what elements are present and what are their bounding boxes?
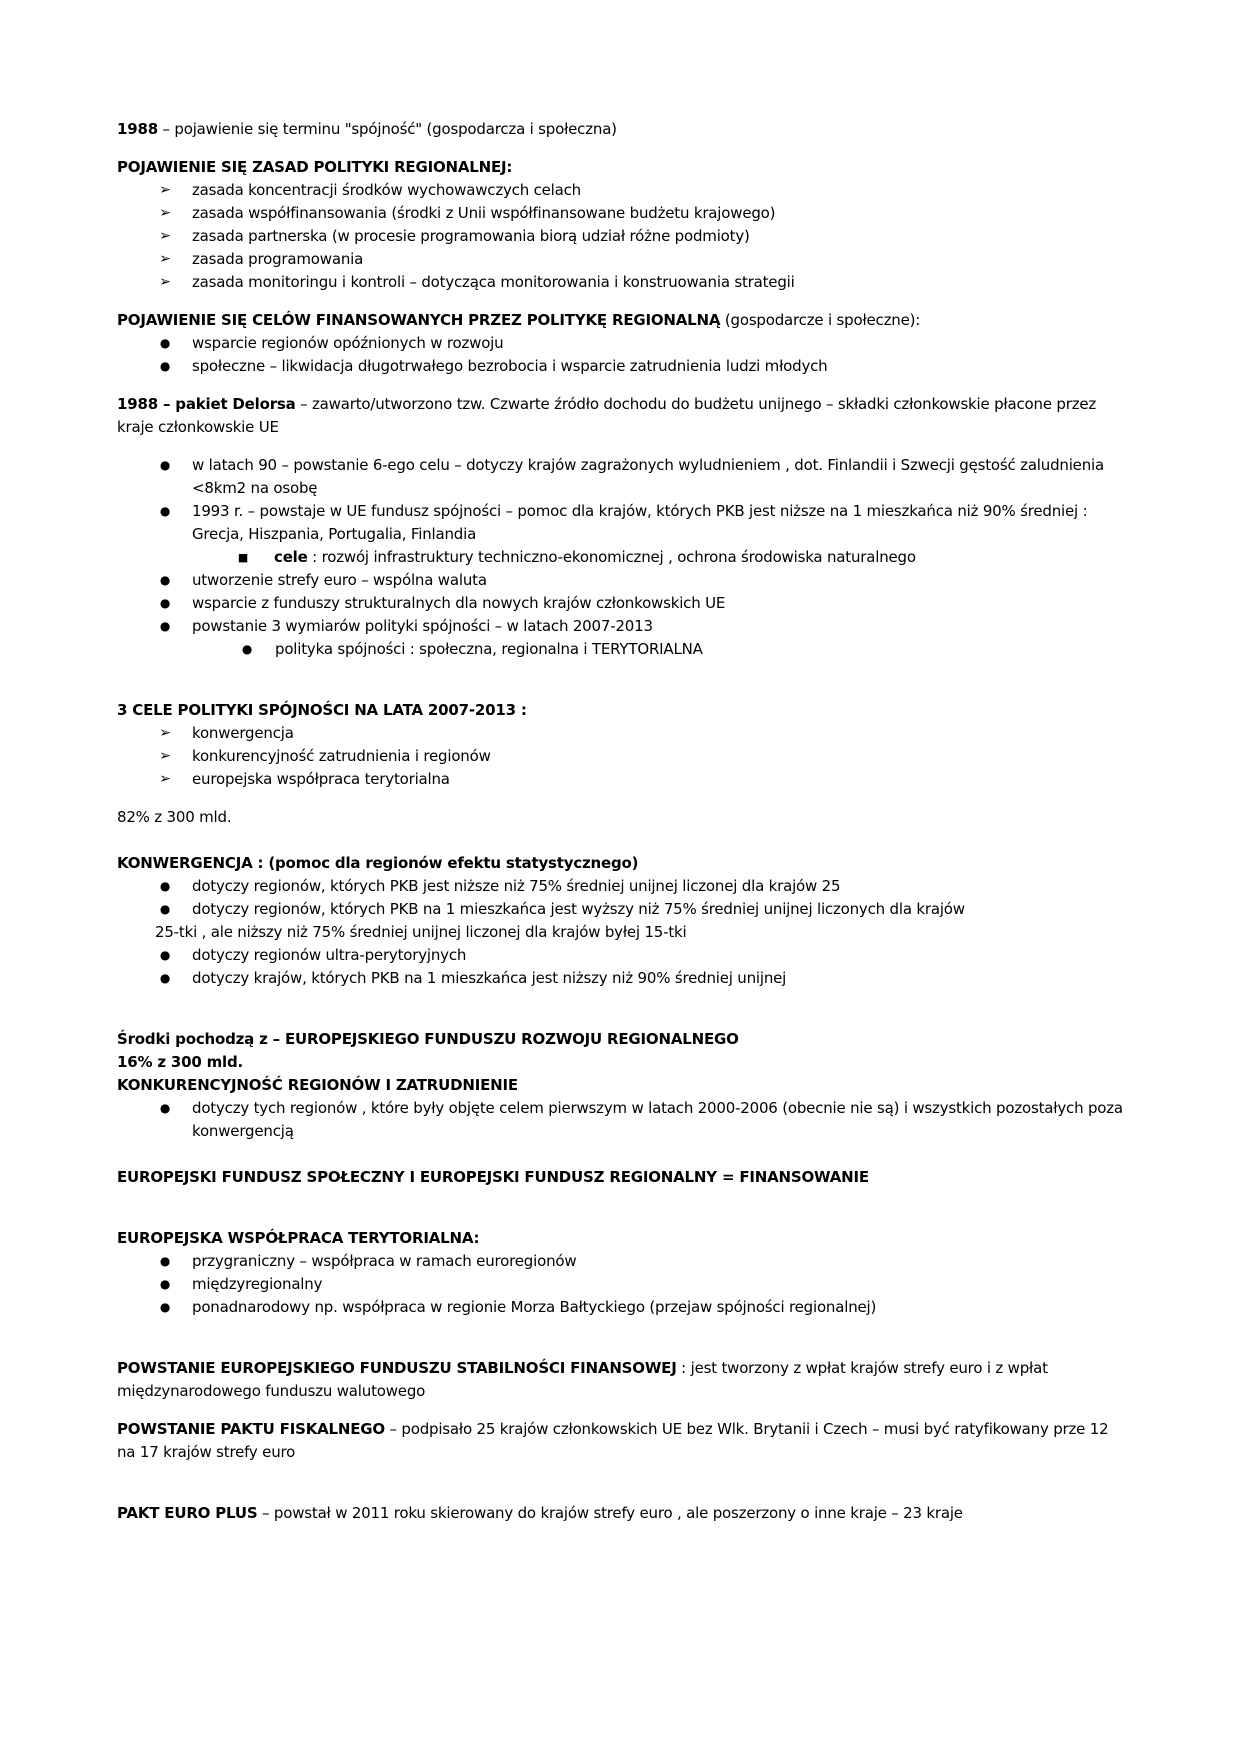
heading-zasady: POJAWIENIE SIĘ ZASAD POLITYKI REGIONALNEJ: — [117, 158, 513, 176]
paragraph-text: – pojawienie się terminu "spójność" (gospodarcza i społeczna) — [157, 120, 617, 138]
paragraph-text: – podpisało 25 krajów członkowskich UE bez Wlk. Brytanii i Czech – musi być ratyfikowany prze 12 na 17 krajów strefy euro — [117, 1420, 1109, 1461]
dot-bullet-icon: ● — [159, 1101, 171, 1115]
list-zasady — [117, 179, 1127, 294]
square-bullet-icon: ■ — [237, 551, 249, 564]
paragraph-text: – zawarto/utworzono tzw. Czwarte źródło dochodu do budżetu unijnego – składki członkowskie płacone przez kraje członkowskie UE — [117, 395, 1097, 436]
list-historia-cont — [117, 569, 1127, 638]
list-item — [117, 944, 1127, 967]
list-item-text: społeczne – likwidacja długotrwałego bezrobocia i wsparcie zatrudnienia ludzi młodych — [192, 357, 828, 375]
list-item — [117, 768, 1127, 791]
dot-bullet-icon: ● — [241, 642, 253, 656]
list-item-text: międzyregionalny — [192, 1275, 323, 1293]
heading-3-cele: 3 CELE POLITYKI SPÓJNOŚCI NA LATA 2007-2013 : — [117, 701, 527, 719]
list-item — [117, 638, 1127, 661]
list-item-text: utworzenie strefy euro – wspólna waluta — [192, 571, 487, 589]
list-item — [117, 355, 1127, 378]
heading-konkurencyjnosc: KONKURENCYJNOŚĆ REGIONÓW I ZATRUDNIENIE — [117, 1076, 518, 1094]
list-item — [117, 332, 1127, 355]
list-item-text: w latach 90 – powstanie 6-ego celu – dotyczy krajów zagrażonych wyludnieniem , dot. Finlandii i Szwecji gęstość zaludnienia <8km2 na osobę — [192, 456, 1104, 497]
paragraph-pakt-euro-plus — [117, 1502, 1127, 1525]
list-item-text: zasada koncentracji środków wychowawczych celach — [192, 181, 581, 199]
list-item-text: wsparcie regionów opóźnionych w rozwoju — [192, 334, 504, 352]
list-item — [117, 898, 1127, 921]
list-item — [117, 1250, 1127, 1273]
list-item — [117, 500, 1127, 546]
bold-lead: POWSTANIE PAKTU FISKALNEGO — [117, 1420, 385, 1438]
list-item-text: europejska współpraca terytorialna — [192, 770, 450, 788]
list-item — [117, 722, 1127, 745]
sublist-cele — [117, 546, 1127, 569]
list-konwergencja-cont — [117, 944, 1127, 990]
arrow-bullet-icon: ➢ — [159, 228, 171, 244]
list-item-text: zasada współfinansowania (środki z Unii współfinansowane budżetu krajowego) — [192, 204, 776, 222]
list-3-cele — [117, 722, 1127, 791]
dot-bullet-icon: ● — [159, 879, 171, 893]
list-item — [117, 179, 1127, 202]
bold-lead: 1988 – pakiet Delorsa — [117, 395, 296, 413]
list-item — [117, 875, 1127, 898]
list-konkurencyjnosc — [117, 1097, 1127, 1143]
sublist-wymiary — [117, 638, 1127, 661]
list-item-text: wsparcie z funduszy strukturalnych dla nowych krajów członkowskich UE — [192, 594, 726, 612]
heading-text: POJAWIENIE SIĘ CELÓW FINANSOWANYCH PRZEZ POLITYKĘ REGIONALNĄ — [117, 311, 721, 329]
paragraph-pakt-fiskalny — [117, 1418, 1127, 1464]
heading-text: KONWERGENCJA — [117, 854, 253, 872]
list-item — [117, 454, 1127, 500]
list-item-text: powstanie 3 wymiarów polityki spójności – w latach 2007-2013 — [192, 617, 653, 635]
list-wspolpraca — [117, 1250, 1127, 1319]
dot-bullet-icon: ● — [159, 971, 171, 985]
dot-bullet-icon: ● — [159, 948, 171, 962]
list-item-continuation: 25-tki , ale niższy niż 75% średniej unijnej liczonej dla krajów byłej 15-tki — [155, 923, 687, 941]
paragraph-16-percent: 16% z 300 mld. — [117, 1053, 244, 1071]
paragraph-pakiet-delorsa — [117, 393, 1127, 439]
document-body — [117, 118, 1127, 1525]
list-item — [117, 1273, 1127, 1296]
heading-rest: (gospodarcze i społeczne): — [720, 311, 921, 329]
arrow-bullet-icon: ➢ — [159, 748, 171, 764]
list-item-text: przygraniczny – współpraca w ramach euroregionów — [192, 1252, 577, 1270]
arrow-bullet-icon: ➢ — [159, 771, 171, 787]
arrow-bullet-icon: ➢ — [159, 205, 171, 221]
dot-bullet-icon: ● — [159, 336, 171, 350]
list-cele-finansowane — [117, 332, 1127, 378]
list-item — [117, 202, 1127, 225]
arrow-bullet-icon: ➢ — [159, 182, 171, 198]
list-item — [117, 967, 1127, 990]
list-item-text: ponadnarodowy np. współpraca w regionie Morza Bałtyckiego (przejaw spójności regionalnej) — [192, 1298, 877, 1316]
dot-bullet-icon: ● — [159, 619, 171, 633]
dot-bullet-icon: ● — [159, 596, 171, 610]
list-item-text: konkurencyjność zatrudnienia i regionów — [192, 747, 491, 765]
list-konwergencja — [117, 875, 1127, 921]
dot-bullet-icon: ● — [159, 573, 171, 587]
list-item-text: dotyczy tych regionów , które były objęte celem pierwszym w latach 2000-2006 (obecnie nie są) i wszystkich pozostałych poza konwergencją — [192, 1099, 1123, 1140]
list-item-text: dotyczy krajów, których PKB na 1 mieszkańca jest niższy niż 90% średniej unijnej — [192, 969, 787, 987]
list-item — [117, 1296, 1127, 1319]
dot-bullet-icon: ● — [159, 458, 171, 472]
bold-lead: PAKT EURO PLUS — [117, 1504, 258, 1522]
list-item-text: dotyczy regionów, których PKB jest niższe niż 75% średniej unijnej liczonej dla krajów 25 — [192, 877, 841, 895]
list-item — [117, 546, 1127, 569]
list-item — [117, 1097, 1127, 1143]
paragraph-text: – powstał w 2011 roku skierowany do krajów strefy euro , ale poszerzony o inne kraje – 23 kraje — [257, 1504, 963, 1522]
list-item-text: zasada partnerska (w procesie programowania biorą udział różne podmioty) — [192, 227, 750, 245]
list-item-text: konwergencja — [192, 724, 294, 742]
list-historia — [117, 454, 1127, 546]
list-item — [117, 248, 1127, 271]
dot-bullet-icon: ● — [159, 1300, 171, 1314]
list-item — [117, 615, 1127, 638]
heading-rest: : (pomoc dla regionów efektu statystycznego) — [252, 854, 639, 872]
dot-bullet-icon: ● — [159, 1277, 171, 1291]
bold-lead: POWSTANIE EUROPEJSKIEGO FUNDUSZU STABILNOŚCI FINANSOWEJ — [117, 1359, 677, 1377]
paragraph-efsf — [117, 1357, 1127, 1403]
list-item-text: dotyczy regionów, których PKB na 1 mieszkańca jest wyższy niż 75% średniej unijnej liczonych dla krajów — [192, 900, 965, 918]
list-item-text: polityka spójności : społeczna, regionalna i TERYTORIALNA — [275, 640, 703, 658]
bold-lead: cele — [274, 548, 308, 566]
list-item — [117, 271, 1127, 294]
list-item — [117, 592, 1127, 615]
dot-bullet-icon: ● — [159, 359, 171, 373]
list-item-text: zasada programowania — [192, 250, 364, 268]
paragraph-text: : jest tworzony z wpłat krajów strefy euro i z wpłat międzynarodowego funduszu walutowego — [117, 1359, 1048, 1400]
year-1988: 1988 — [117, 120, 158, 138]
list-item — [117, 569, 1127, 592]
dot-bullet-icon: ● — [159, 1254, 171, 1268]
heading-efs: EUROPEJSKI FUNDUSZ SPOŁECZNY I EUROPEJSKI FUNDUSZ REGIONALNY = FINANSOWANIE — [117, 1168, 869, 1186]
heading-konwergencja — [117, 852, 1127, 875]
list-item — [117, 745, 1127, 768]
arrow-bullet-icon: ➢ — [159, 274, 171, 290]
heading-cele-finansowane — [117, 309, 1127, 332]
arrow-bullet-icon: ➢ — [159, 725, 171, 741]
list-item-text: 1993 r. – powstaje w UE fundusz spójności – pomoc dla krajów, których PKB jest niższe na 1 mieszkańca niż 90% średniej : Grecja, Hiszpania, Portugalia, Finlandia — [192, 502, 1088, 543]
dot-bullet-icon: ● — [159, 902, 171, 916]
list-item — [117, 225, 1127, 248]
paragraph-82-percent: 82% z 300 mld. — [117, 808, 232, 826]
list-item-text: dotyczy regionów ultra-perytoryjnych — [192, 946, 467, 964]
paragraph-srodki: Środki pochodzą z – EUROPEJSKIEGO FUNDUSZU ROZWOJU REGIONALNEGO — [117, 1030, 739, 1048]
list-item-text: : rozwój infrastruktury techniczno-ekonomicznej , ochrona środowiska naturalnego — [307, 548, 916, 566]
dot-bullet-icon: ● — [159, 504, 171, 518]
paragraph-1988-spojnosc — [117, 118, 1127, 141]
list-item-text: zasada monitoringu i kontroli – dotycząca monitorowania i konstruowania strategii — [192, 273, 795, 291]
heading-wspolpraca-terytorialna: EUROPEJSKA WSPÓŁPRACA TERYTORIALNA: — [117, 1229, 480, 1247]
arrow-bullet-icon: ➢ — [159, 251, 171, 267]
